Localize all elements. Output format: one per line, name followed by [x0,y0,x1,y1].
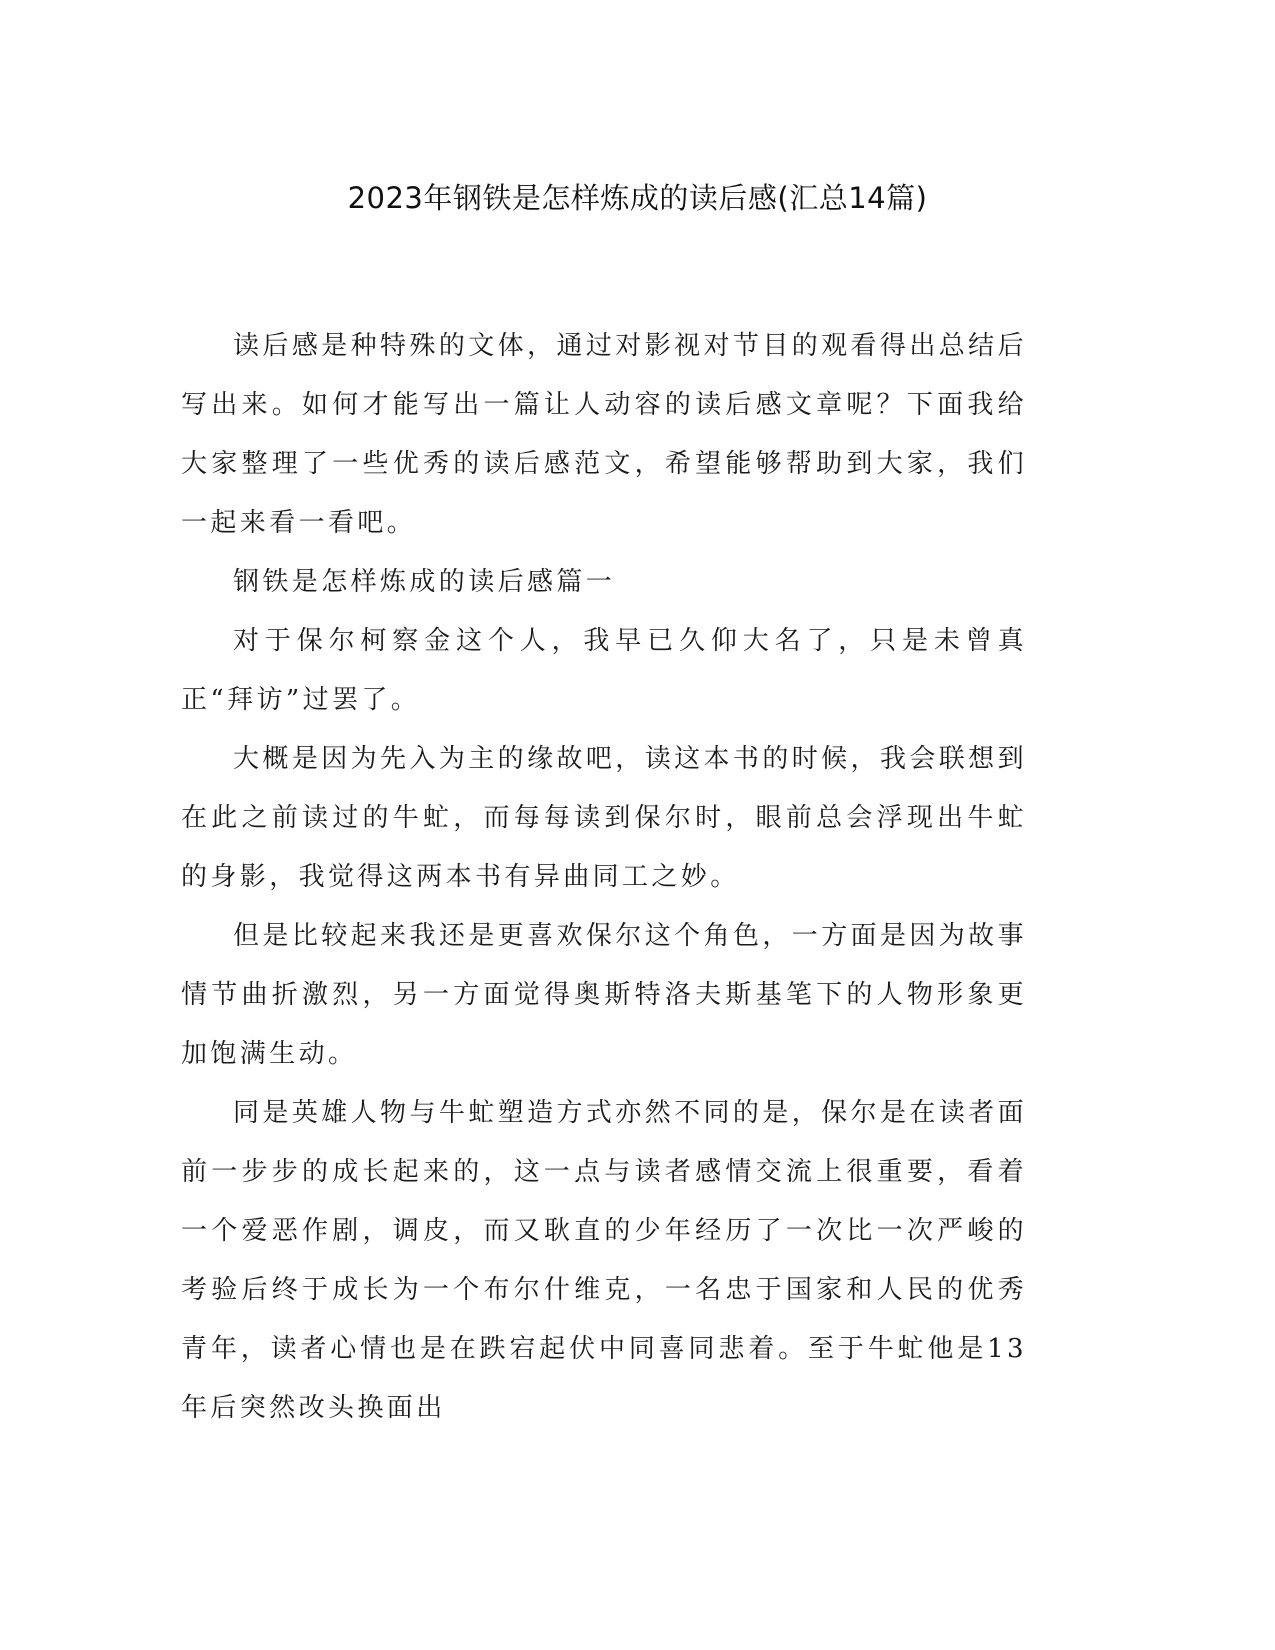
document-body [181,317,1027,1438]
section-heading: 钢铁是怎样炼成的读后感篇一 [233,567,616,597]
body-paragraph: 同是英雄人物与牛虻塑造方式亦然不同的是，保尔是在读者面前一步步的成长起来的，这一点与读者感情交流上很重要，看着一个爱恶作剧，调皮，而又耿直的少年经历了一次比一次严峻的考验后终于成长为一个布尔什维克，一名忠于国家和人民的优秀青年，读者心情也是在跌宕起伏中同喜同悲着。至于牛虻他是13年后突然改头换面出 [181,1098,1027,1423]
body-paragraph: 对于保尔柯察金这个人，我早已久仰大名了，只是未曾真正“拜访”过罢了。 [181,626,1027,715]
body-paragraph: 大概是因为先入为主的缘故吧，读这本书的时候，我会联想到在此之前读过的牛虻，而每每读到保尔时，眼前总会浮现出牛虻的身影，我觉得这两本书有异曲同工之妙。 [181,744,1027,892]
intro-paragraph: 读后感是种特殊的文体，通过对影视对节目的观看得出总结后写出来。如何才能写出一篇让人动容的读后感文章呢？下面我给大家整理了一些优秀的读后感范文，希望能够帮助到大家，我们一起来看一看吧。 [181,331,1027,538]
body-paragraph: 但是比较起来我还是更喜欢保尔这个角色，一方面是因为故事情节曲折激烈，另一方面觉得奥斯特洛夫斯基笔下的人物形象更加饱满生动。 [181,921,1027,1069]
document-title: 2023年钢铁是怎样炼成的读后感(汇总14篇) [347,181,928,215]
